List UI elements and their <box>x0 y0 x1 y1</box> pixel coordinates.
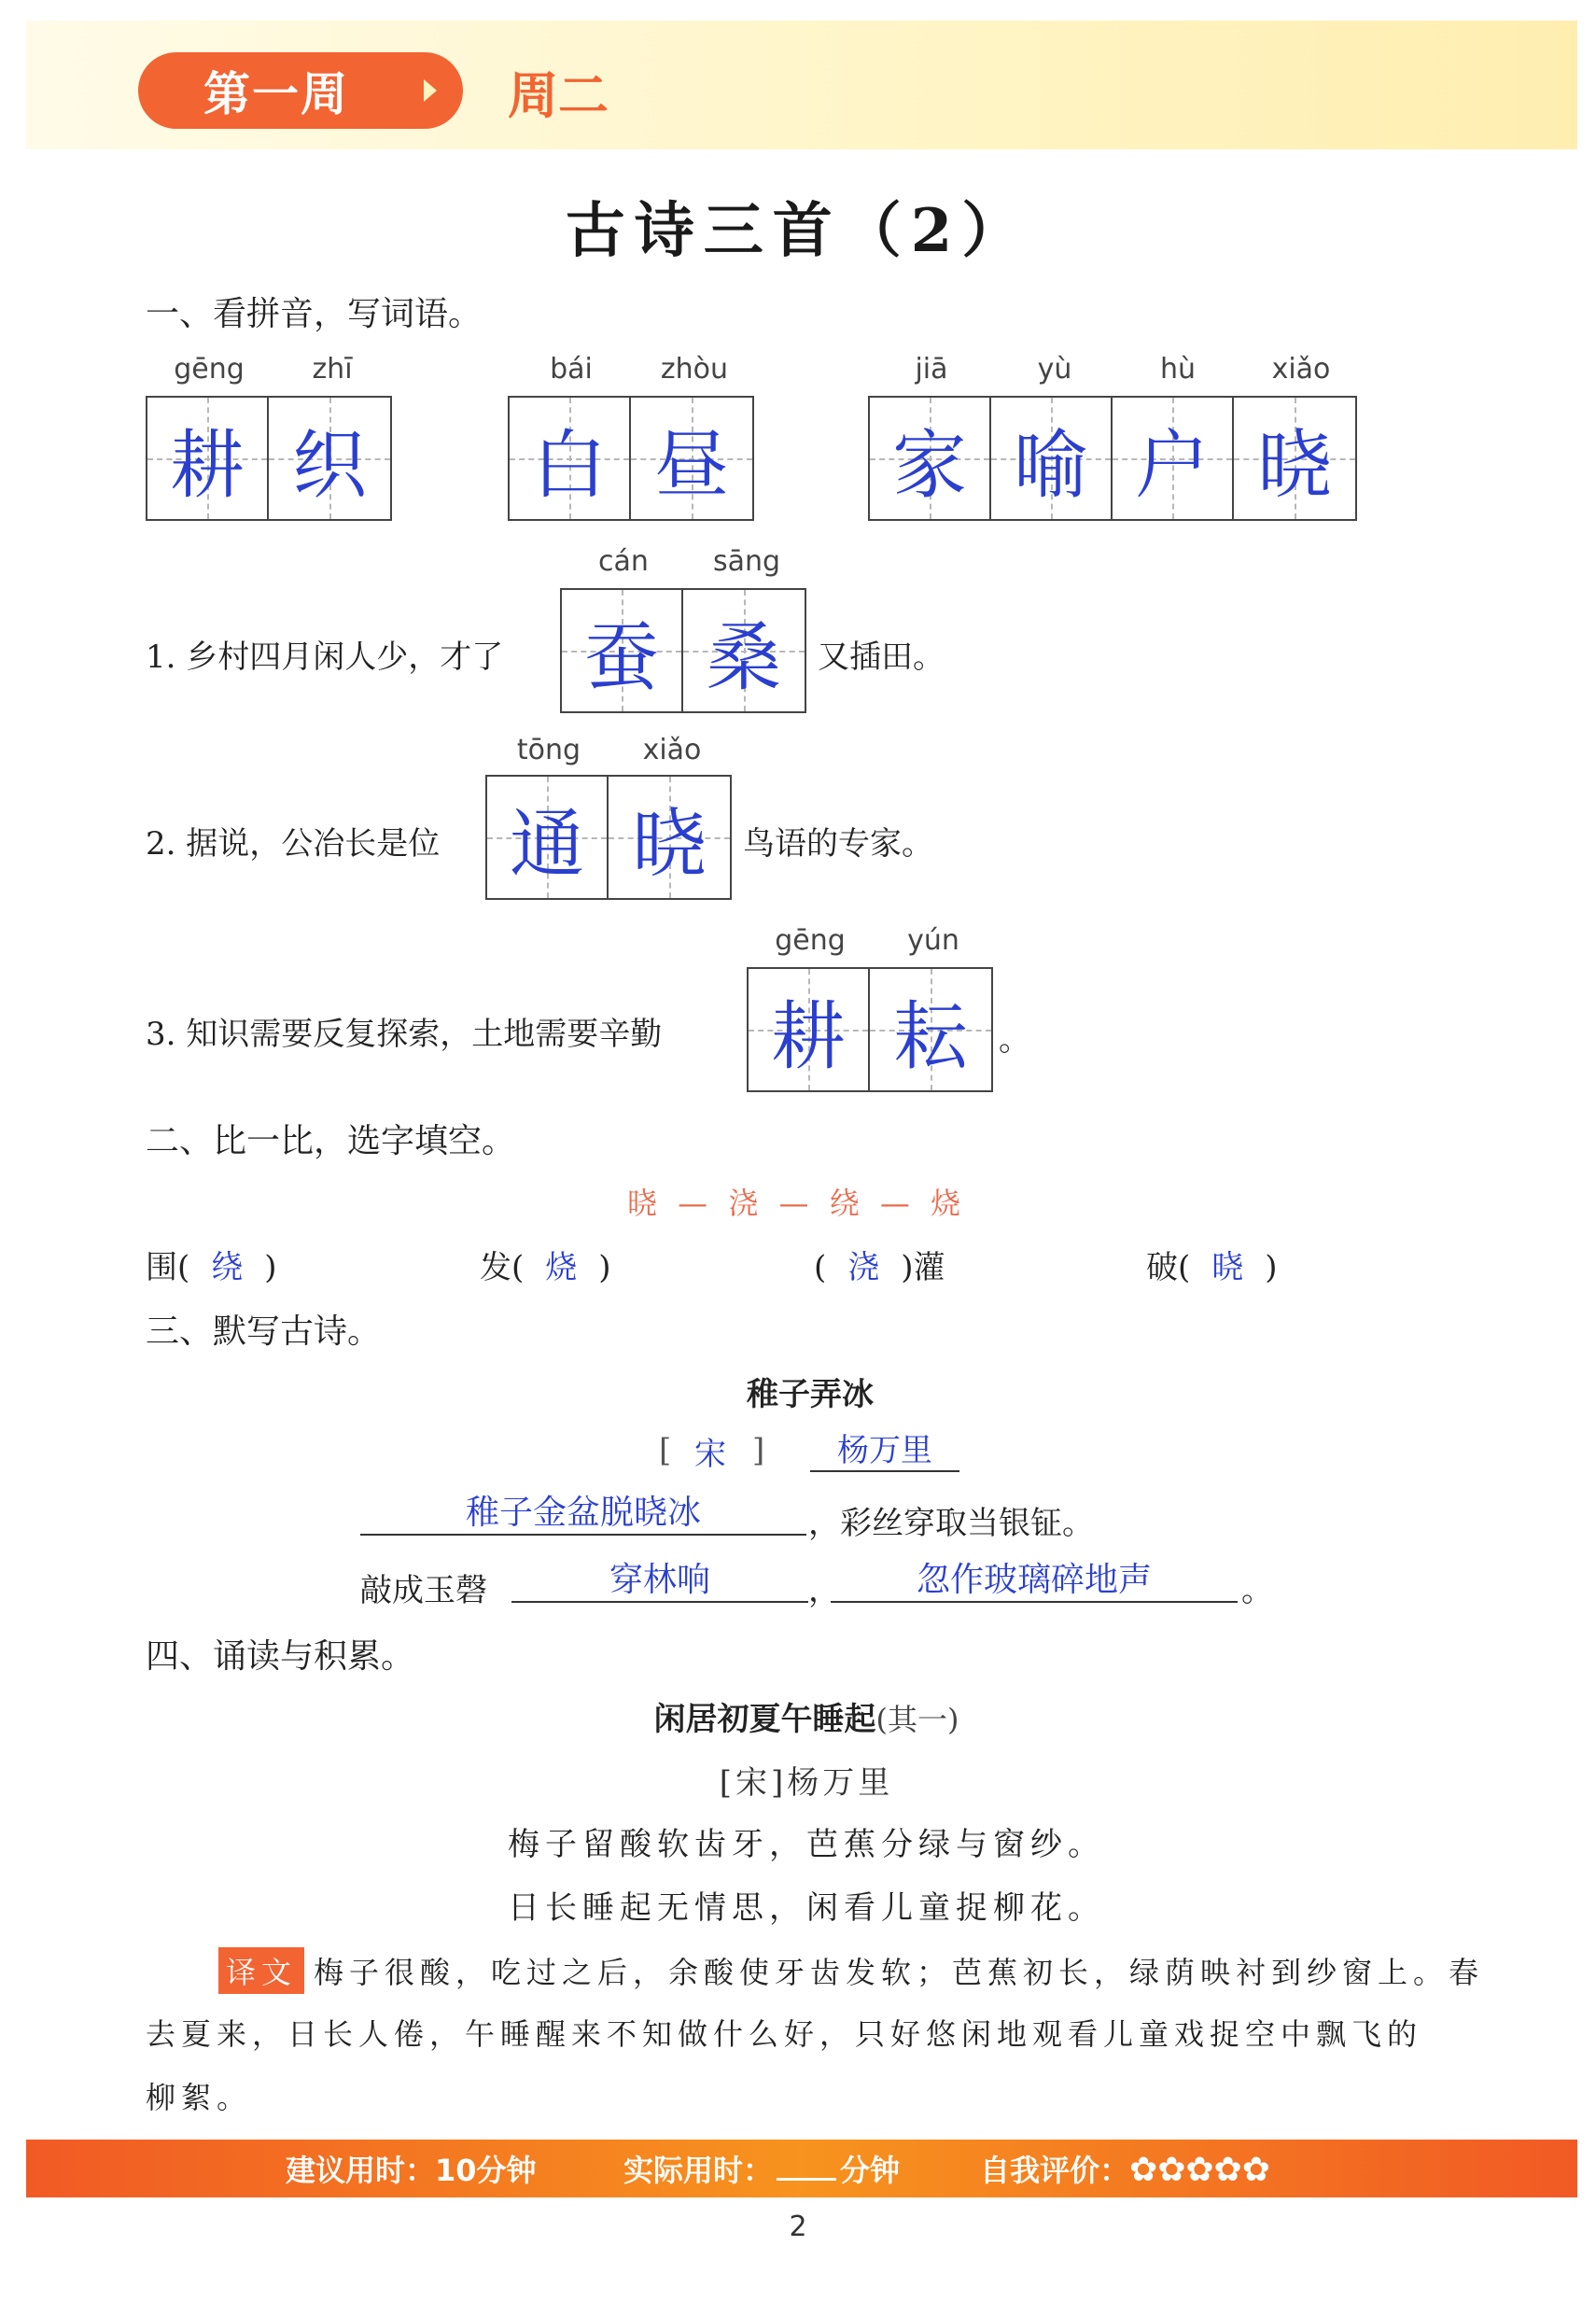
self-eval <box>980 2147 1270 2190</box>
answer-char: 织 <box>292 421 367 509</box>
day-label: 周二 <box>508 66 609 125</box>
sentence-text: 又插田。 <box>818 639 945 676</box>
word-grid <box>485 775 732 900</box>
sentence-text: 。 <box>999 1021 1030 1059</box>
answer-char: 喻 <box>1014 421 1088 509</box>
grid-cell <box>269 398 390 519</box>
fill-answer: 浇 <box>847 1249 880 1286</box>
char-options: 晓 — 浇 — 绕 — 烧 <box>627 1186 967 1221</box>
arrow-right-icon <box>424 79 437 102</box>
pinyin: cán <box>598 545 649 578</box>
translation-text: 梅子很酸，吃过之后，余酸使牙齿发软；芭蕉初长，绿荫映衬到纱窗上。春 <box>314 1955 1485 1990</box>
section2-heading: 二、比一比，选字填空。 <box>146 1122 516 1160</box>
answer-char: 通 <box>510 800 584 888</box>
answer-char: 蚕 <box>584 613 659 701</box>
poem2-subtitle: (其一) <box>875 1702 959 1737</box>
rating-flower-icon[interactable]: ✿ <box>1129 2151 1158 2189</box>
grid-cell <box>147 398 269 519</box>
translation-line <box>218 1947 1484 1994</box>
fill-prefix: ( <box>814 1249 827 1286</box>
answer-char: 耘 <box>893 992 968 1080</box>
pinyin: yù <box>1037 353 1072 386</box>
page-title: 古诗三首（2） <box>565 196 1031 266</box>
suggested-time: 建议用时：10分钟 <box>286 2153 537 2188</box>
fill-answer: 烧 <box>545 1249 578 1286</box>
grid-cell <box>487 777 609 898</box>
grid-cell <box>562 590 683 711</box>
translation-line: 柳絮。 <box>146 2080 253 2115</box>
grid-cell <box>631 398 752 519</box>
grid-cell <box>1113 398 1234 519</box>
grid-cell <box>870 969 991 1090</box>
poem-line2-comma: ， <box>808 1572 840 1609</box>
poem2-title: 闲居初夏午睡起 <box>653 1701 876 1738</box>
grid-cell <box>1234 398 1355 519</box>
rating-flower-icon[interactable]: ✿ <box>1213 2151 1242 2189</box>
pinyin: gēng <box>174 353 245 386</box>
word-grid <box>747 967 993 1092</box>
sentence-text: 鸟语的专家。 <box>743 825 933 863</box>
poem2-title-row <box>0 1693 1596 1739</box>
fill-suffix: ) <box>598 1249 611 1286</box>
rating-flower-icon[interactable]: ✿ <box>1157 2151 1186 2189</box>
fill-answer: 晓 <box>1211 1249 1244 1286</box>
poem-line2-end: 。 <box>1241 1572 1273 1609</box>
word-grid <box>868 396 1357 521</box>
grid-cell <box>870 398 991 519</box>
page-number: 2 <box>789 2211 807 2243</box>
actual-time <box>623 2147 900 2190</box>
grid-cell <box>609 777 730 898</box>
fill-answer: 绕 <box>211 1249 244 1286</box>
fill-item <box>146 1242 277 1287</box>
poem-line2-answer1: 穿林响 <box>511 1553 808 1603</box>
pinyin: sāng <box>712 545 781 578</box>
grid-cell <box>991 398 1113 519</box>
answer-char: 耕 <box>771 992 846 1080</box>
pinyin: zhī <box>312 353 353 386</box>
pinyin: xiǎo <box>1271 353 1331 386</box>
pinyin: yún <box>907 924 959 957</box>
answer-char: 耕 <box>170 421 245 509</box>
actual-time-suffix: 分钟 <box>840 2153 901 2188</box>
fill-suffix: ) <box>1265 1249 1278 1286</box>
section1-heading: 一、看拼音，写词语。 <box>146 295 483 333</box>
fill-item <box>480 1242 611 1287</box>
answer-char: 家 <box>892 421 967 509</box>
poem-line1-answer: 稚子金盆脱晓冰 <box>360 1486 806 1536</box>
author-answer: 杨万里 <box>810 1425 959 1472</box>
actual-time-blank[interactable] <box>777 2150 836 2181</box>
translation-line: 去夏来，日长人倦，午睡醒来不知做什么好，只好悠闲地观看儿童戏捉空中飘飞的 <box>146 2016 1423 2052</box>
answer-char: 晓 <box>1257 421 1332 509</box>
pinyin: zhòu <box>660 353 729 386</box>
poem-title: 稚子弄冰 <box>747 1376 874 1413</box>
pinyin: jiā <box>915 353 948 386</box>
grid-cell <box>510 398 631 519</box>
pinyin: xiǎo <box>642 734 702 766</box>
poem2-author: [宋]杨万里 <box>719 1764 894 1802</box>
answer-char: 桑 <box>707 613 781 701</box>
poem-line2-prefix: 敲成玉磬 <box>360 1572 487 1609</box>
word-grid <box>508 396 754 521</box>
answer-char: 昼 <box>654 421 729 509</box>
answer-char: 户 <box>1135 421 1210 509</box>
sentence-text: 2. 据说，公冶长是位 <box>146 825 441 863</box>
dynasty-close: ] <box>752 1432 765 1469</box>
grid-cell <box>749 969 870 1090</box>
poem2-line: 梅子留酸软齿牙，芭蕉分绿与窗纱。 <box>508 1826 1105 1863</box>
section3-heading: 三、默写古诗。 <box>146 1312 382 1351</box>
sentence-text: 1. 乡村四月闲人少，才了 <box>146 639 504 676</box>
sentence-text: 3. 知识需要反复探索，土地需要辛勤 <box>146 1016 663 1053</box>
fill-prefix: 发( <box>480 1249 525 1286</box>
answer-char: 晓 <box>632 800 707 888</box>
grid-cell <box>683 590 805 711</box>
fill-item <box>814 1242 945 1287</box>
pinyin: gēng <box>775 924 846 957</box>
fill-item <box>1146 1242 1278 1287</box>
dynasty-open: [ <box>659 1432 672 1469</box>
poem2-line: 日长睡起无情思，闲看儿童捉柳花。 <box>508 1889 1105 1927</box>
fill-prefix: 围( <box>146 1249 190 1286</box>
poem-line1-rest: ，彩丝穿取当银钲。 <box>808 1505 1094 1542</box>
rating-flower-icon[interactable]: ✿ <box>1185 2151 1214 2189</box>
word-grid <box>146 396 392 521</box>
pinyin: hù <box>1159 353 1197 386</box>
pinyin: tōng <box>516 734 581 766</box>
fill-suffix: ) <box>264 1249 277 1286</box>
rating-stars[interactable] <box>1129 2153 1270 2188</box>
section4-heading: 四、诵读与积累。 <box>146 1637 415 1676</box>
fill-suffix: )灌 <box>901 1249 945 1286</box>
answer-char: 白 <box>532 421 607 509</box>
week-badge <box>138 52 463 129</box>
poem-line2-answer2: 忽作玻璃碎地声 <box>831 1553 1238 1603</box>
actual-time-prefix: 实际用时： <box>623 2153 774 2188</box>
translation-badge: 译文 <box>218 1947 304 1994</box>
week-label: 第一周 <box>203 67 349 121</box>
dynasty-answer: 宋 <box>694 1436 726 1473</box>
word-grid <box>560 588 806 713</box>
rating-flower-icon[interactable]: ✿ <box>1241 2151 1270 2189</box>
self-eval-label: 自我评价： <box>980 2153 1130 2188</box>
fill-prefix: 破( <box>1146 1249 1191 1286</box>
pinyin: bái <box>550 353 593 386</box>
